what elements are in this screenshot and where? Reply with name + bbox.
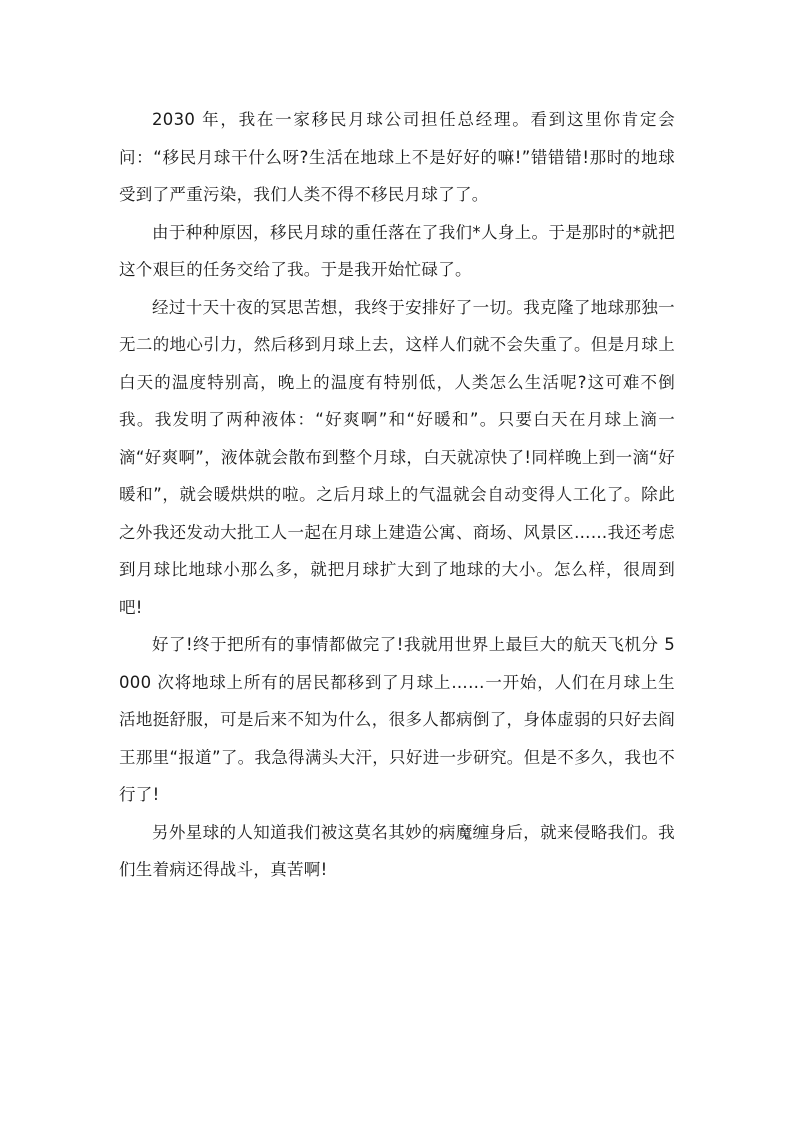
paragraph-4: 好了!终于把所有的事情都做完了!我就用世界上最巨大的航天飞机分 5000 次将地球上所有的居民都移到了月球上……一开始，人们在月球上生活地挺舒服，可是后来不知为什么，很多人都病倒了，身体虚弱的只好去阎王那里“报道”了。我急得满头大汗，只好进一步研究。但是不多久，我也不行了!: [119, 635, 675, 804]
paragraph-5: 另外星球的人知道我们被这莫名其妙的病魔缠身后，就来侵略我们。我们生着病还得战斗，真苦啊!: [119, 822, 675, 879]
paragraph-1: 2030 年，我在一家移民月球公司担任总经理。看到这里你肯定会问：“移民月球干什么呀?生活在地球上不是好好的嘛!”错错错!那时的地球受到了严重污染，我们人类不得不移民月球了了。: [119, 110, 675, 204]
paragraph-2: 由于种种原因，移民月球的重任落在了我们*人身上。于是那时的*就把这个艰巨的任务交给了我。于是我开始忙碌了。: [119, 222, 675, 279]
paragraph-3: 经过十天十夜的冥思苦想，我终于安排好了一切。我克隆了地球那独一无二的地心引力，然后移到月球上去，这样人们就不会失重了。但是月球上白天的温度特别高，晚上的温度有特别低，人类怎么生活呢?这可难不倒我。我发明了两种液体：“好爽啊”和“好暖和”。只要白天在月球上滴一滴“好爽啊”，液体就会散布到整个月球，白天就凉快了!同样晚上到一滴“好暖和”，就会暖烘烘的啦。之后月球上的气温就会自动变得人工化了。除此之外我还发动大批工人一起在月球上建造公寓、商场、风景区……我还考虑到月球比地球小那么多，就把月球扩大到了地球的大小。怎么样，很周到吧!: [119, 297, 675, 617]
document-body: [119, 101, 675, 889]
